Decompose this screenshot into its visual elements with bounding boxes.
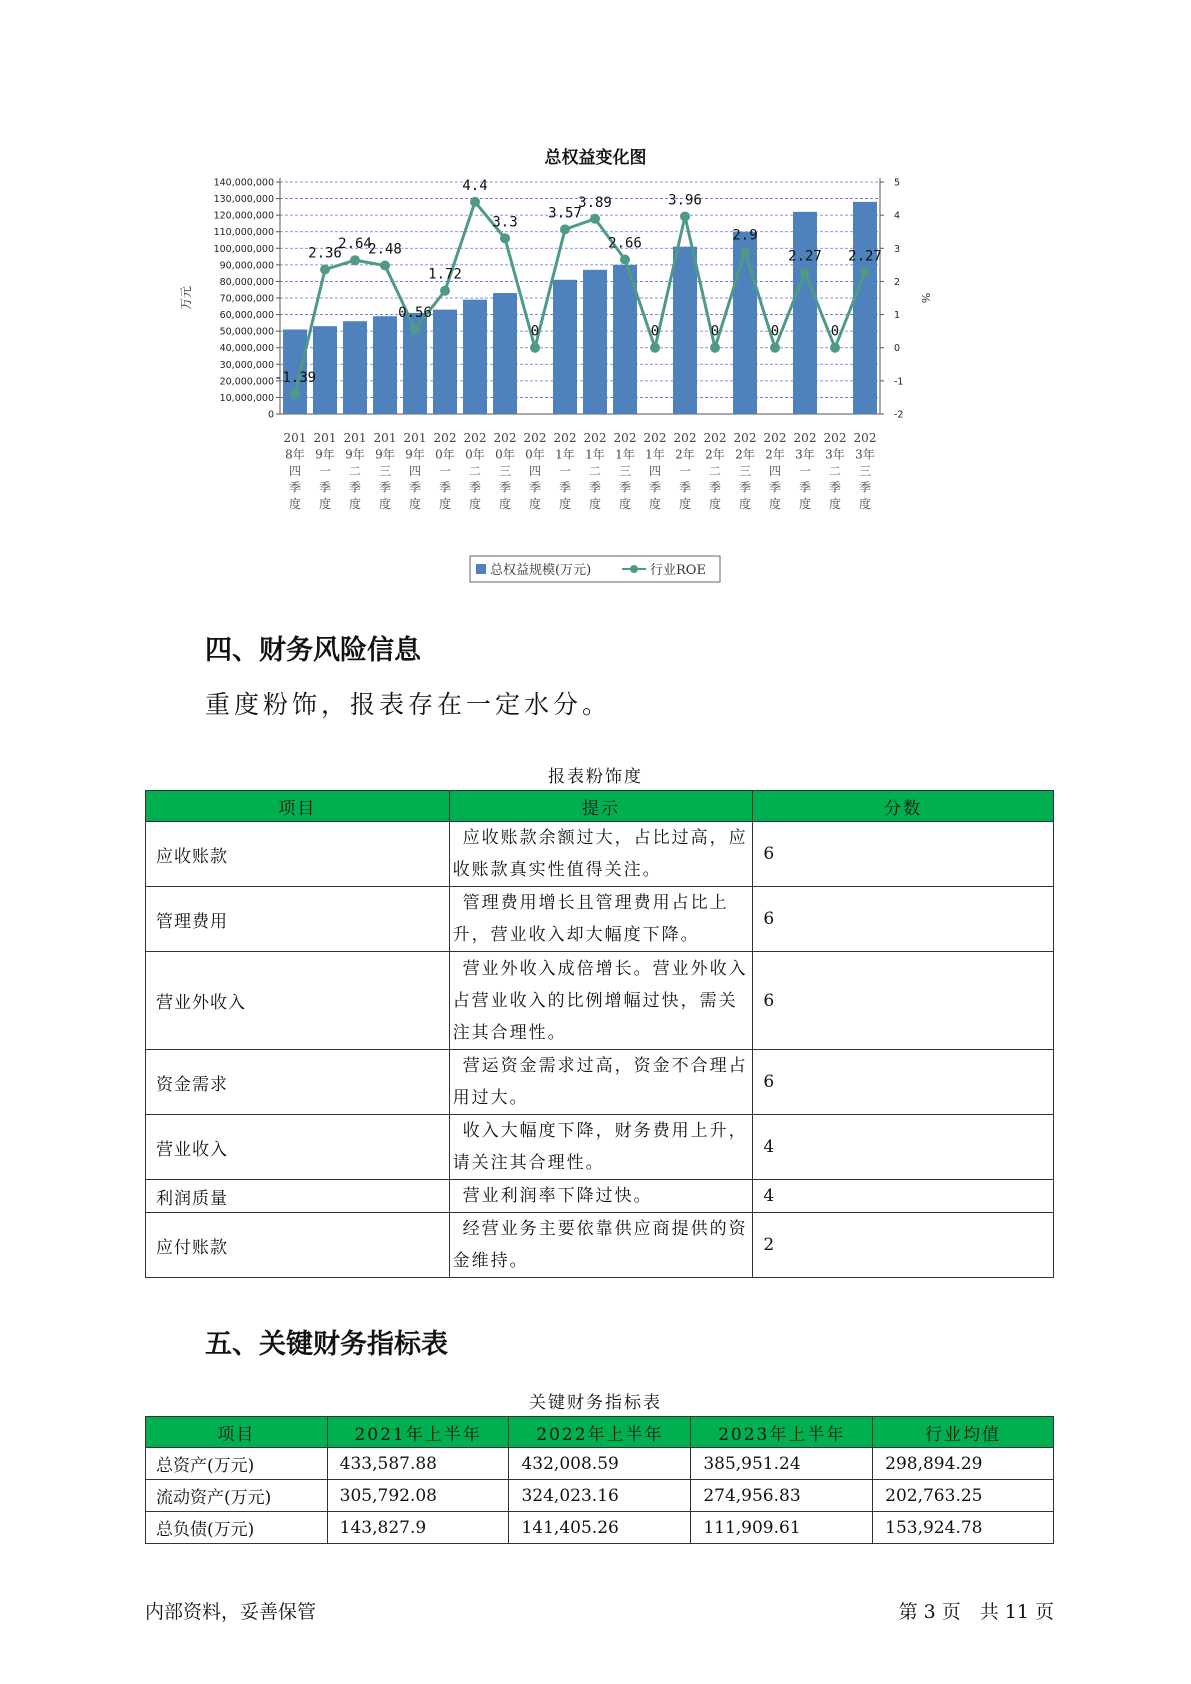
risk-item: 营业外收入 — [146, 952, 450, 1050]
x-tick-label: 季 — [378, 480, 392, 495]
footer-note: 内部资料，妥善保管 — [145, 1601, 317, 1623]
x-tick-label: 季 — [588, 480, 602, 495]
y-tick-label: 100,000,000 — [213, 243, 274, 255]
bar — [733, 232, 757, 414]
x-tick-label: 季 — [468, 480, 482, 495]
x-tick-label: 季 — [528, 480, 542, 495]
risk-row — [146, 822, 1054, 887]
x-tick-label: 度 — [738, 497, 752, 511]
x-tick-label: 季 — [738, 480, 752, 495]
risk-tip: 营运资金需求过高，资金不合理占用过大。 — [449, 1050, 753, 1115]
x-tick-label: 二 — [708, 464, 722, 478]
x-tick-label: 季 — [438, 480, 452, 495]
roe-point — [440, 286, 450, 296]
kpi-table-header — [146, 1417, 1054, 1448]
y2-tick-label: 5 — [894, 177, 901, 189]
risk-item: 资金需求 — [146, 1050, 450, 1115]
kpi-item: 流动资产(万元) — [146, 1480, 328, 1512]
roe-data-label: 2.9 — [732, 227, 758, 244]
y2-tick-label: 3 — [894, 243, 901, 255]
roe-data-label: 3.57 — [548, 205, 582, 222]
risk-score: 6 — [753, 952, 1054, 1050]
x-tick-label: 度 — [468, 497, 482, 511]
x-tick-label: 3年 — [825, 447, 845, 462]
kpi-item: 总负债(万元) — [146, 1512, 328, 1544]
y-tick-label: 30,000,000 — [219, 359, 274, 371]
kpi-value: 111,909.61 — [691, 1512, 873, 1544]
y-tick-label: 110,000,000 — [213, 227, 274, 239]
x-tick-label: 二 — [468, 464, 482, 478]
x-tick-label: 度 — [588, 497, 602, 511]
x-tick-label: 1年 — [645, 447, 665, 462]
kpi-value: 274,956.83 — [691, 1480, 873, 1512]
x-tick-label: 202 — [763, 431, 787, 445]
roe-point — [470, 197, 480, 207]
roe-point — [710, 343, 720, 353]
x-tick-label: 季 — [858, 480, 872, 495]
x-tick-label: 202 — [823, 431, 847, 445]
y-tick-label: 60,000,000 — [219, 310, 274, 322]
risk-score: 2 — [753, 1213, 1054, 1278]
y2-tick-label: 0 — [894, 343, 901, 355]
x-tick-label: 201 — [403, 431, 427, 445]
x-tick-label: 1年 — [615, 447, 635, 462]
kpi-table — [145, 1416, 1054, 1544]
page-number: 第 3 页 共 11 页 — [898, 1601, 1054, 1623]
y-tick-label: 0 — [267, 409, 274, 421]
x-tick-label: 四 — [648, 464, 662, 478]
x-tick-label: 201 — [343, 431, 367, 445]
x-tick-label: 四 — [408, 464, 422, 478]
x-tick-label: 季 — [708, 480, 722, 495]
roe-point — [680, 211, 690, 221]
x-tick-label: 度 — [708, 497, 722, 511]
x-tick-label: 季 — [288, 480, 302, 495]
x-tick-label: 度 — [678, 497, 692, 511]
kpi-row — [146, 1480, 1054, 1512]
risk-row — [146, 887, 1054, 952]
x-tick-label: 二 — [588, 464, 602, 478]
x-tick-label: 季 — [648, 480, 662, 495]
x-tick-label: 三 — [618, 464, 632, 478]
y-tick-label: 10,000,000 — [219, 392, 274, 404]
x-tick-label: 202 — [703, 431, 727, 445]
x-tick-label: 202 — [583, 431, 607, 445]
roe-data-label: 2.48 — [368, 241, 402, 258]
x-tick-label: 度 — [408, 497, 422, 511]
risk-item: 利润质量 — [146, 1180, 450, 1213]
kpi-value: 202,763.25 — [873, 1480, 1054, 1512]
x-tick-label: 季 — [318, 480, 332, 495]
roe-data-label: 3.96 — [668, 192, 702, 209]
x-tick-label: 一 — [798, 464, 812, 478]
y-tick-label: 50,000,000 — [219, 326, 274, 338]
kpi-row — [146, 1448, 1054, 1480]
roe-data-label: 2.64 — [338, 236, 372, 253]
y2-tick-label: 4 — [894, 210, 901, 222]
risk-score: 6 — [753, 887, 1054, 952]
risk-row — [146, 1180, 1054, 1213]
bar — [463, 300, 487, 414]
risk-table-caption: 报表粉饰度 — [548, 767, 643, 787]
x-tick-label: 9年 — [405, 447, 425, 462]
x-tick-label: 8年 — [285, 447, 305, 462]
x-tick-label: 3年 — [795, 447, 815, 462]
y-tick-label: 120,000,000 — [213, 210, 274, 222]
x-tick-label: 2年 — [765, 447, 785, 462]
roe-point — [290, 389, 300, 399]
kpi-value: 385,951.24 — [691, 1448, 873, 1480]
risk-table-header — [146, 791, 1054, 822]
x-tick-label: 度 — [558, 497, 572, 511]
roe-point — [740, 247, 750, 257]
roe-point — [530, 343, 540, 353]
risk-row — [146, 1050, 1054, 1115]
bar — [433, 310, 457, 414]
x-tick-label: 201 — [373, 431, 397, 445]
x-tick-label: 度 — [348, 497, 362, 511]
x-tick-label: 202 — [523, 431, 547, 445]
legend-line-label: 行业ROE — [650, 563, 706, 578]
x-tick-label: 2年 — [675, 447, 695, 462]
x-tick-label: 202 — [853, 431, 877, 445]
x-tick-label: 0年 — [465, 447, 485, 462]
risk-item: 管理费用 — [146, 887, 450, 952]
roe-point — [620, 255, 630, 265]
x-tick-label: 二 — [828, 464, 842, 478]
x-tick-label: 度 — [618, 497, 632, 511]
x-tick-label: 季 — [798, 480, 812, 495]
roe-data-label: 1.72 — [428, 266, 462, 283]
risk-score: 6 — [753, 822, 1054, 887]
risk-tip: 经营业务主要依靠供应商提供的资金维持。 — [449, 1213, 753, 1278]
y2-axis-title: % — [919, 292, 932, 304]
risk-summary: 重度粉饰，报表存在一定水分。 — [205, 690, 612, 719]
kpi-value: 305,792.08 — [327, 1480, 509, 1512]
x-tick-label: 201 — [283, 431, 307, 445]
chart-title: 总权益变化图 — [544, 148, 647, 168]
kpi-value: 433,587.88 — [327, 1448, 509, 1480]
roe-data-label: 2.27 — [848, 248, 882, 265]
bar — [493, 293, 517, 414]
x-tick-label: 一 — [438, 464, 452, 478]
roe-point — [320, 264, 330, 274]
roe-point — [590, 214, 600, 224]
x-tick-label: 二 — [348, 464, 362, 478]
x-tick-label: 度 — [798, 497, 812, 511]
roe-data-label: 2.36 — [308, 245, 342, 262]
x-tick-label: 0年 — [495, 447, 515, 462]
x-tick-label: 度 — [648, 497, 662, 511]
x-tick-label: 202 — [673, 431, 697, 445]
risk-score: 4 — [753, 1115, 1054, 1180]
x-tick-label: 0年 — [525, 447, 545, 462]
bar — [553, 280, 577, 414]
bar — [583, 270, 607, 414]
x-tick-label: 四 — [288, 464, 302, 478]
x-tick-label: 度 — [768, 497, 782, 511]
x-tick-label: 202 — [553, 431, 577, 445]
x-tick-label: 三 — [498, 464, 512, 478]
kpi-value: 141,405.26 — [509, 1512, 691, 1544]
risk-score: 6 — [753, 1050, 1054, 1115]
roe-point — [800, 267, 810, 277]
x-tick-label: 度 — [528, 497, 542, 511]
x-tick-label: 一 — [318, 464, 332, 478]
x-tick-label: 度 — [288, 497, 302, 511]
risk-tip: 管理费用增长且管理费用占比上升，营业收入却大幅度下降。 — [449, 887, 753, 952]
x-tick-label: 度 — [438, 497, 452, 511]
x-tick-label: 9年 — [345, 447, 365, 462]
x-tick-label: 季 — [678, 480, 692, 495]
x-tick-label: 三 — [858, 464, 872, 478]
kpi-item: 总资产(万元) — [146, 1448, 328, 1480]
roe-point — [500, 233, 510, 243]
x-tick-label: 度 — [828, 497, 842, 511]
x-tick-label: 201 — [313, 431, 337, 445]
x-tick-label: 202 — [463, 431, 487, 445]
x-tick-label: 季 — [558, 480, 572, 495]
x-tick-label: 三 — [738, 464, 752, 478]
risk-tip: 应收账款余额过大，占比过高，应收账款真实性值得关注。 — [449, 822, 753, 887]
roe-data-label: 2.66 — [608, 235, 642, 252]
roe-point — [380, 261, 390, 271]
y2-tick-label: 2 — [894, 276, 901, 288]
x-tick-label: 一 — [558, 464, 572, 478]
risk-score: 4 — [753, 1180, 1054, 1213]
y-tick-label: 70,000,000 — [219, 293, 274, 305]
kpi-header: 2023年上半年 — [691, 1417, 873, 1448]
bar — [373, 316, 397, 414]
kpi-row — [146, 1512, 1054, 1544]
header-item: 项目 — [146, 791, 450, 822]
roe-data-label: 3.89 — [578, 194, 612, 211]
roe-point — [560, 224, 570, 234]
kpi-header: 2021年上半年 — [327, 1417, 509, 1448]
kpi-value: 324,023.16 — [509, 1480, 691, 1512]
x-tick-label: 3年 — [855, 447, 875, 462]
roe-point — [650, 343, 660, 353]
roe-data-label: 0.56 — [398, 305, 432, 322]
roe-data-label: 2.27 — [788, 248, 822, 265]
x-tick-label: 季 — [498, 480, 512, 495]
y-tick-label: 20,000,000 — [219, 376, 274, 388]
x-tick-label: 度 — [498, 497, 512, 511]
y-tick-label: 140,000,000 — [213, 177, 274, 189]
x-tick-label: 季 — [348, 480, 362, 495]
x-tick-label: 一 — [678, 464, 692, 478]
risk-item: 应收账款 — [146, 822, 450, 887]
roe-point — [410, 324, 420, 334]
x-tick-label: 度 — [318, 497, 332, 511]
kpi-header: 项目 — [146, 1417, 328, 1448]
x-tick-label: 度 — [858, 497, 872, 511]
kpi-value: 143,827.9 — [327, 1512, 509, 1544]
x-tick-label: 四 — [528, 464, 542, 478]
x-tick-label: 2年 — [735, 447, 755, 462]
x-tick-label: 三 — [378, 464, 392, 478]
y-tick-label: 130,000,000 — [213, 194, 274, 206]
x-tick-label: 0年 — [435, 447, 455, 462]
kpi-value: 153,924.78 — [873, 1512, 1054, 1544]
header-score: 分数 — [753, 791, 1054, 822]
roe-data-label: 0 — [530, 323, 540, 340]
x-tick-label: 季 — [828, 480, 842, 495]
x-tick-label: 202 — [493, 431, 517, 445]
roe-point — [830, 343, 840, 353]
bar — [853, 202, 877, 414]
y2-tick-label: -2 — [894, 409, 904, 421]
risk-tip: 营业外收入成倍增长。营业外收入占营业收入的比例增幅过快，需关注其合理性。 — [449, 952, 753, 1050]
x-tick-label: 1年 — [555, 447, 575, 462]
x-tick-label: 季 — [408, 480, 422, 495]
kpi-value: 298,894.29 — [873, 1448, 1054, 1480]
y2-tick-label: -1 — [894, 376, 904, 388]
roe-data-label: -1.39 — [273, 369, 317, 386]
roe-data-label: 3.3 — [492, 214, 518, 231]
roe-point — [860, 267, 870, 277]
x-tick-label: 202 — [613, 431, 637, 445]
x-tick-label: 202 — [643, 431, 667, 445]
risk-item: 应付账款 — [146, 1213, 450, 1278]
legend-line-marker — [630, 565, 638, 573]
x-tick-label: 度 — [378, 497, 392, 511]
bar — [343, 321, 367, 414]
bar — [793, 212, 817, 414]
roe-data-label: 4.4 — [462, 177, 488, 194]
bar — [673, 247, 697, 414]
legend-bar-swatch — [476, 564, 486, 574]
x-tick-label: 季 — [618, 480, 632, 495]
y-tick-label: 80,000,000 — [219, 276, 274, 288]
risk-table — [145, 790, 1054, 1278]
x-tick-label: 2年 — [705, 447, 725, 462]
risk-tip: 收入大幅度下降，财务费用上升，请关注其合理性。 — [449, 1115, 753, 1180]
x-tick-label: 202 — [433, 431, 457, 445]
x-tick-label: 9年 — [375, 447, 395, 462]
risk-row — [146, 1115, 1054, 1180]
header-tip: 提示 — [449, 791, 753, 822]
roe-data-label: 0 — [770, 323, 780, 340]
x-tick-label: 9年 — [315, 447, 335, 462]
kpi-table-caption: 关键财务指标表 — [529, 1393, 662, 1413]
risk-item: 营业收入 — [146, 1115, 450, 1180]
x-tick-label: 1年 — [585, 447, 605, 462]
y-axis-title: 万元 — [179, 285, 193, 311]
kpi-header: 2022年上半年 — [509, 1417, 691, 1448]
roe-data-label: 0 — [830, 323, 840, 340]
equity-chart — [170, 170, 960, 600]
x-tick-label: 季 — [768, 480, 782, 495]
risk-row — [146, 1213, 1054, 1278]
roe-point — [350, 255, 360, 265]
x-tick-label: 202 — [793, 431, 817, 445]
y2-tick-label: 1 — [894, 310, 901, 322]
risk-tip: 营业利润率下降过快。 — [449, 1180, 753, 1213]
kpi-header: 行业均值 — [873, 1417, 1054, 1448]
y-tick-label: 90,000,000 — [219, 260, 274, 272]
roe-data-label: 0 — [650, 323, 660, 340]
y-tick-label: 40,000,000 — [219, 343, 274, 355]
x-tick-label: 202 — [733, 431, 757, 445]
risk-row — [146, 952, 1054, 1050]
kpi-value: 432,008.59 — [509, 1448, 691, 1480]
legend-bar-label: 总权益规模(万元) — [490, 563, 592, 578]
x-tick-label: 四 — [768, 464, 782, 478]
section-4-heading: 四、财务风险信息 — [205, 635, 421, 666]
roe-point — [770, 343, 780, 353]
roe-data-label: 0 — [710, 323, 720, 340]
bar — [313, 326, 337, 414]
section-5-heading: 五、关键财务指标表 — [205, 1329, 448, 1360]
